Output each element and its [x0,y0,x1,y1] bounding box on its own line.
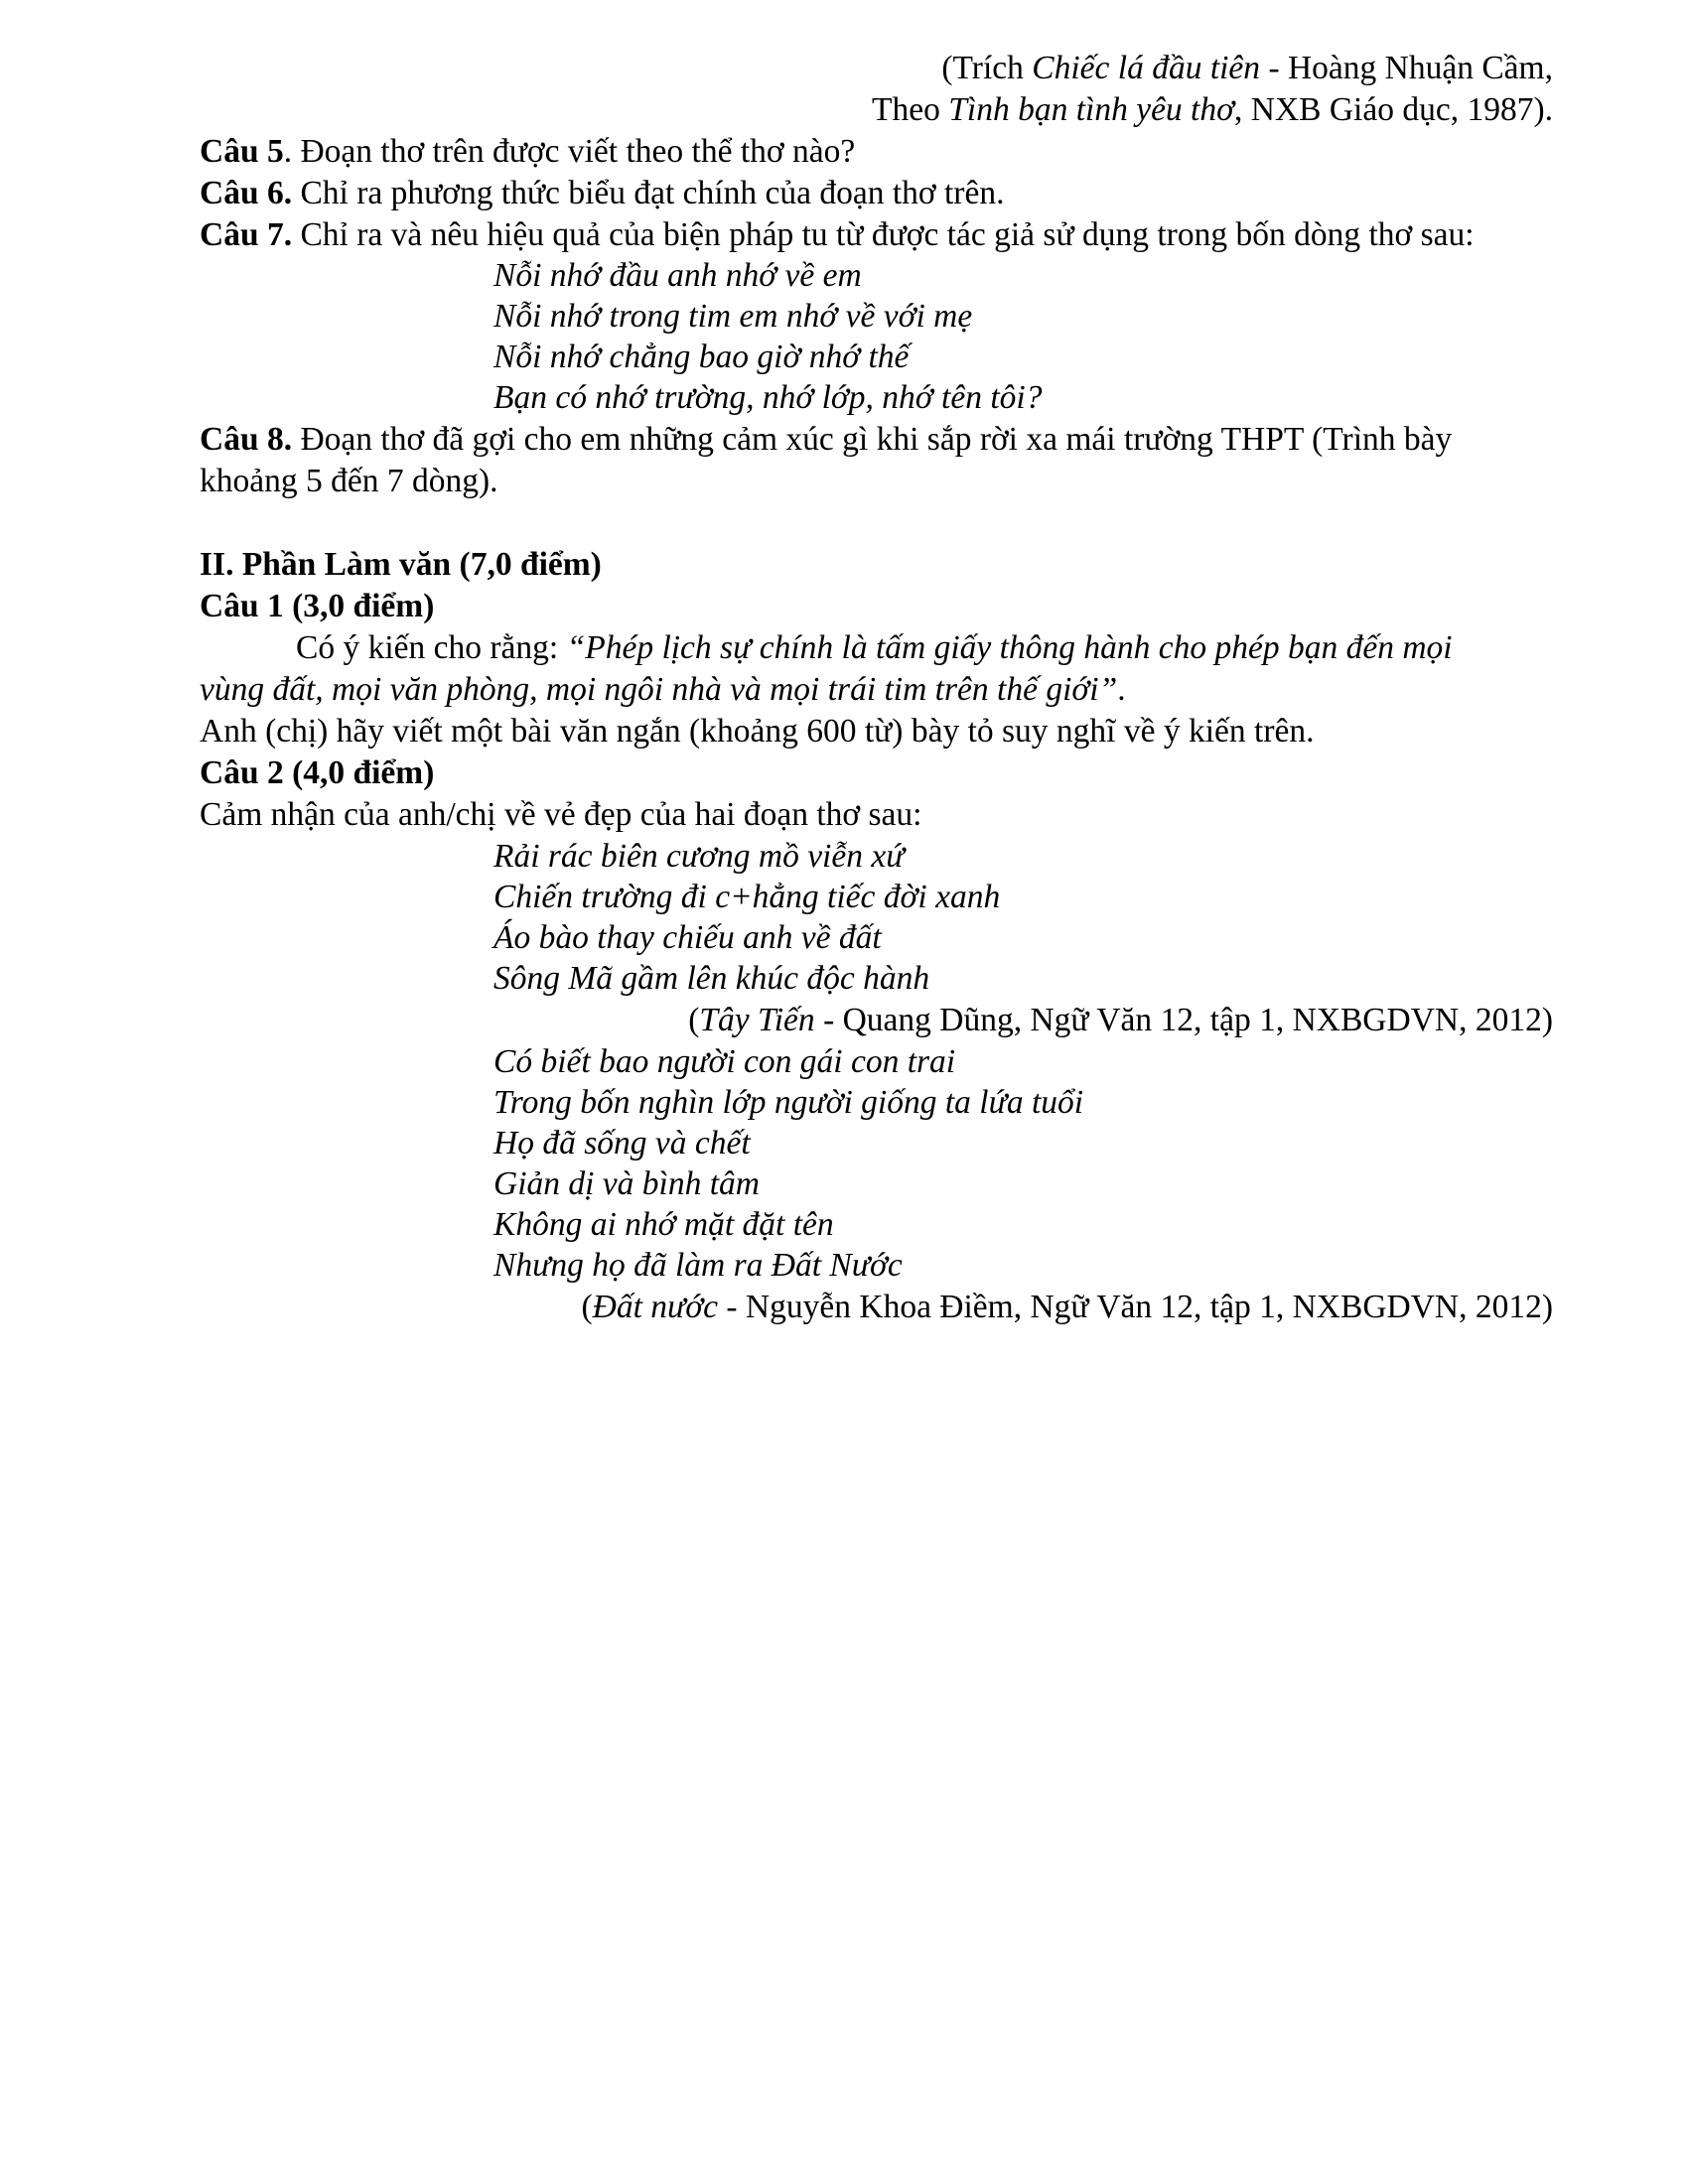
poem-1-line: Áo bào thay chiếu anh về đất [493,919,882,956]
question-8-continuation: khoảng 5 đến 7 dòng). [200,463,498,499]
essay-question-2-task: Cảm nhận của anh/chị về vẻ đẹp của hai đoạn thơ sau: [200,796,922,833]
poem-2-line: Có biết bao người con gái con trai [493,1043,956,1080]
question-7: Câu 7. Chỉ ra và nêu hiệu quả của biện pháp tu từ được tác giả sử dụng trong bốn dòng thơ sau: [200,216,1475,253]
essay-question-1-heading: Câu 1 (3,0 điểm) [200,588,435,624]
poem-2-line: Họ đã sống và chết [493,1125,751,1161]
poem-1-line: Chiến trường đi c+hẳng tiếc đời xanh [493,879,1001,915]
part-2-heading: II. Phần Làm văn (7,0 điểm) [200,546,602,583]
poem-2-line: Giản dị và bình tâm [493,1165,760,1202]
q7-poem-line: Nỗi nhớ chẳng bao giờ nhớ thế [493,339,910,375]
source-title-1: Chiếc lá đầu tiên [1032,50,1261,86]
poem-1-line: Sông Mã gầm lên khúc độc hành [493,960,930,997]
source-line-2: Theo Tình bạn tình yêu thơ, NXB Giáo dục, 1987). [872,91,1553,128]
poem-2-source: (Đất nước - Nguyễn Khoa Điềm, Ngữ Văn 12, tập 1, NXBGDVN, 2012) [581,1289,1553,1325]
q7-poem-line: Bạn có nhớ trường, nhớ lớp, nhớ tên tôi? [493,379,1043,416]
essay-question-1-task: Anh (chị) hãy viết một bài văn ngắn (khoảng 600 từ) bày tỏ suy nghĩ về ý kiến trên. [200,713,1315,750]
q7-poem-line: Nỗi nhớ đầu anh nhớ về em [493,257,862,294]
question-6-label: Câu 6. [200,175,293,211]
source-title-2: Tình bạn tình yêu thơ [948,91,1234,128]
poem-1-line: Rải rác biên cương mồ viễn xứ [493,838,905,875]
essay-question-1-quote-line-2: vùng đất, mọi văn phòng, mọi ngôi nhà và mọi trái tim trên thế giới”. [200,671,1126,708]
question-5: Câu 5. Đoạn thơ trên được viết theo thể thơ nào? [200,133,856,170]
poem-1-source: (Tây Tiến - Quang Dũng, Ngữ Văn 12, tập 1, NXBGDVN, 2012) [688,1002,1553,1038]
question-7-label: Câu 7. [200,216,293,253]
essay-question-1-quote-line-1: Có ý kiến cho rằng: “Phép lịch sự chính là tấm giấy thông hành cho phép bạn đến mọi [296,629,1453,666]
poem-2-line: Trong bốn nghìn lớp người giống ta lứa tuổi [493,1084,1084,1121]
q7-poem-line: Nỗi nhớ trong tim em nhớ về với mẹ [493,298,973,335]
essay-question-2-heading: Câu 2 (4,0 điểm) [200,754,435,791]
poem-2-line: Không ai nhớ mặt đặt tên [493,1206,834,1243]
source-line-1: (Trích Chiếc lá đầu tiên - Hoàng Nhuận Cầm, [941,50,1553,86]
question-8: Câu 8. Đoạn thơ đã gợi cho em những cảm xúc gì khi sắp rời xa mái trường THPT (Trình bày [200,421,1453,458]
poem-2-line: Nhưng họ đã làm ra Đất Nước [493,1247,903,1284]
question-5-label: Câu 5 [200,133,284,170]
question-8-label: Câu 8. [200,421,293,458]
question-6: Câu 6. Chỉ ra phương thức biểu đạt chính của đoạn thơ trên. [200,175,1005,211]
